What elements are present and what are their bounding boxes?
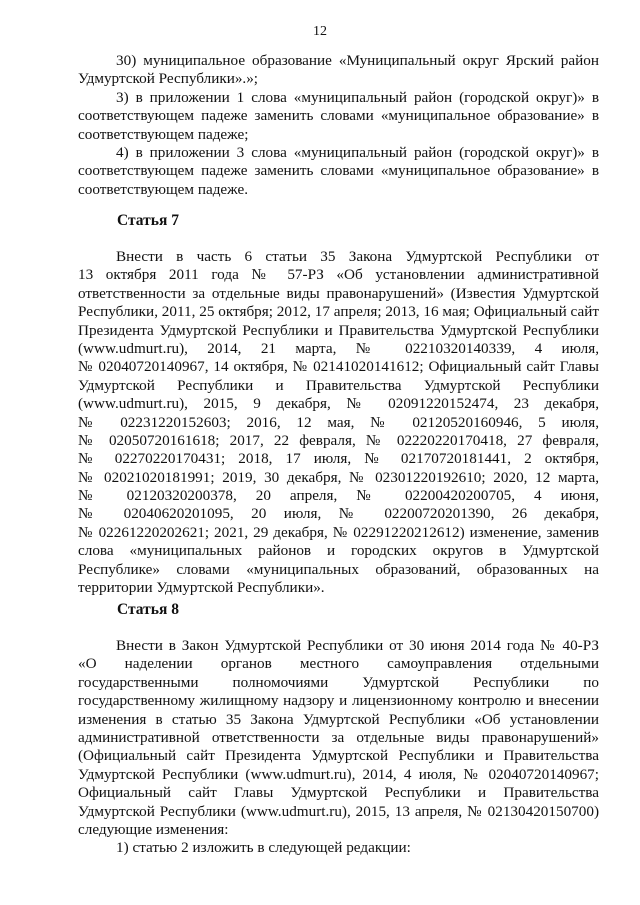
text-line: 4) в приложении 3 слова «муниципальный район (городской округ)» в bbox=[116, 143, 599, 161]
text-line: 1) статью 2 изложить в следующей редакции: bbox=[116, 839, 411, 857]
article-7-heading: Статья 7 bbox=[117, 212, 179, 229]
text-line: государственными полномочиями Удмуртской Республики по bbox=[78, 673, 599, 691]
text-line: 13 октября 2011 года № 57-РЗ «Об установлении административной bbox=[78, 266, 599, 284]
text-line: № 02261220202621; 2021, 29 декабря, № 02291220212612) изменение, заменив bbox=[78, 523, 599, 541]
text-line: изменения в статью 35 Закона Удмуртской Республики «Об установлении bbox=[78, 710, 599, 728]
text-line: № 02021020181991; 2019, 30 декабря, № 02301220192610; 2020, 12 марта, bbox=[78, 468, 599, 486]
text-line: соответствующем падеже заменить словами «муниципальное образование» в bbox=[78, 162, 599, 180]
text-line: ответственности за отдельные виды правонарушений» (Известия Удмуртской bbox=[78, 284, 599, 302]
text-line: Внести в часть 6 статьи 35 Закона Удмуртской Республики от bbox=[116, 248, 599, 265]
text-line: «О наделении органов местного самоуправления отдельными bbox=[78, 655, 599, 673]
text-line: соответствующем падеже заменить словами «муниципальное образование» в bbox=[78, 107, 599, 125]
text-line: государственному жилищному надзору и лицензионному контролю и внесении bbox=[78, 692, 599, 710]
text-line: № 02040620201095, 20 июля, № 02200720201390, 26 декабря, bbox=[78, 505, 599, 523]
amendment-items bbox=[78, 52, 599, 199]
text-line: (www.udmurt.ru), 2014, 21 марта, № 02210320140339, 4 июля, bbox=[78, 339, 599, 357]
text-line: (www.udmurt.ru), 2015, 9 декабря, № 02091220152474, 23 декабря, bbox=[78, 395, 599, 413]
text-line: Официальный сайт Главы Удмуртской Республики и Правительства bbox=[78, 784, 599, 802]
text-line: № 02270220170431; 2018, 17 июля, № 02170720181441, 2 октября, bbox=[78, 450, 599, 468]
text-line: № 02050720161618; 2017, 22 февраля, № 02220220170418, 27 февраля, bbox=[78, 431, 599, 449]
text-line: Внести в Закон Удмуртской Республики от 30 июня 2014 года № 40-РЗ bbox=[116, 637, 599, 654]
text-line: 30) муниципальное образование «Муниципальный округ Ярский район bbox=[116, 52, 599, 69]
text-line: Удмуртской Республики и Правительства Удмуртской Республики bbox=[78, 376, 599, 394]
article-8-heading: Статья 8 bbox=[117, 601, 179, 618]
text-line: № 02040720140967, 14 октября, № 02141020141612; Официальный сайт Главы bbox=[78, 358, 599, 376]
text-line: Республике» словами «муниципальных образований, образованных на bbox=[78, 560, 599, 578]
text-line: административной ответственности за отдельные виды правонарушений» bbox=[78, 728, 599, 746]
text-line: соответствующем падеже; bbox=[78, 125, 249, 143]
text-line: слова «муниципальных районов и городских округов в Удмуртской bbox=[78, 542, 599, 560]
text-line: 3) в приложении 1 слова «муниципальный район (городской округ)» в bbox=[116, 88, 599, 106]
text-line: территории Удмуртской Республики». bbox=[78, 579, 325, 597]
text-line: Удмуртской Республики».»; bbox=[78, 70, 259, 88]
text-line: соответствующем падеже. bbox=[78, 180, 248, 198]
text-line: Президента Удмуртской Республики и Правительства Удмуртской Республики bbox=[78, 321, 599, 339]
text-line: Республики, 2011, 25 октября; 2012, 17 апреля; 2013, 16 мая; Официальный сайт bbox=[78, 303, 599, 321]
article-7-body bbox=[78, 248, 599, 597]
text-line: № 02231220152603; 2016, 12 мая, № 02120520160946, 5 июля, bbox=[78, 413, 599, 431]
text-line: (Официальный сайт Президента Удмуртской Республики и Правительства bbox=[78, 747, 599, 765]
page-number: 12 bbox=[313, 24, 327, 39]
text-line: Удмуртской Республики (www.udmurt.ru), 2015, 13 апреля, № 02130420150700) bbox=[78, 802, 599, 820]
text-line: Удмуртской Республики (www.udmurt.ru), 2014, 4 июля, № 02040720140967; bbox=[78, 765, 599, 783]
text-line: № 02120320200378, 20 апреля, № 02200420200705, 4 июня, bbox=[78, 487, 599, 505]
text-line: следующие изменения: bbox=[78, 820, 229, 838]
article-8-body bbox=[78, 637, 599, 858]
